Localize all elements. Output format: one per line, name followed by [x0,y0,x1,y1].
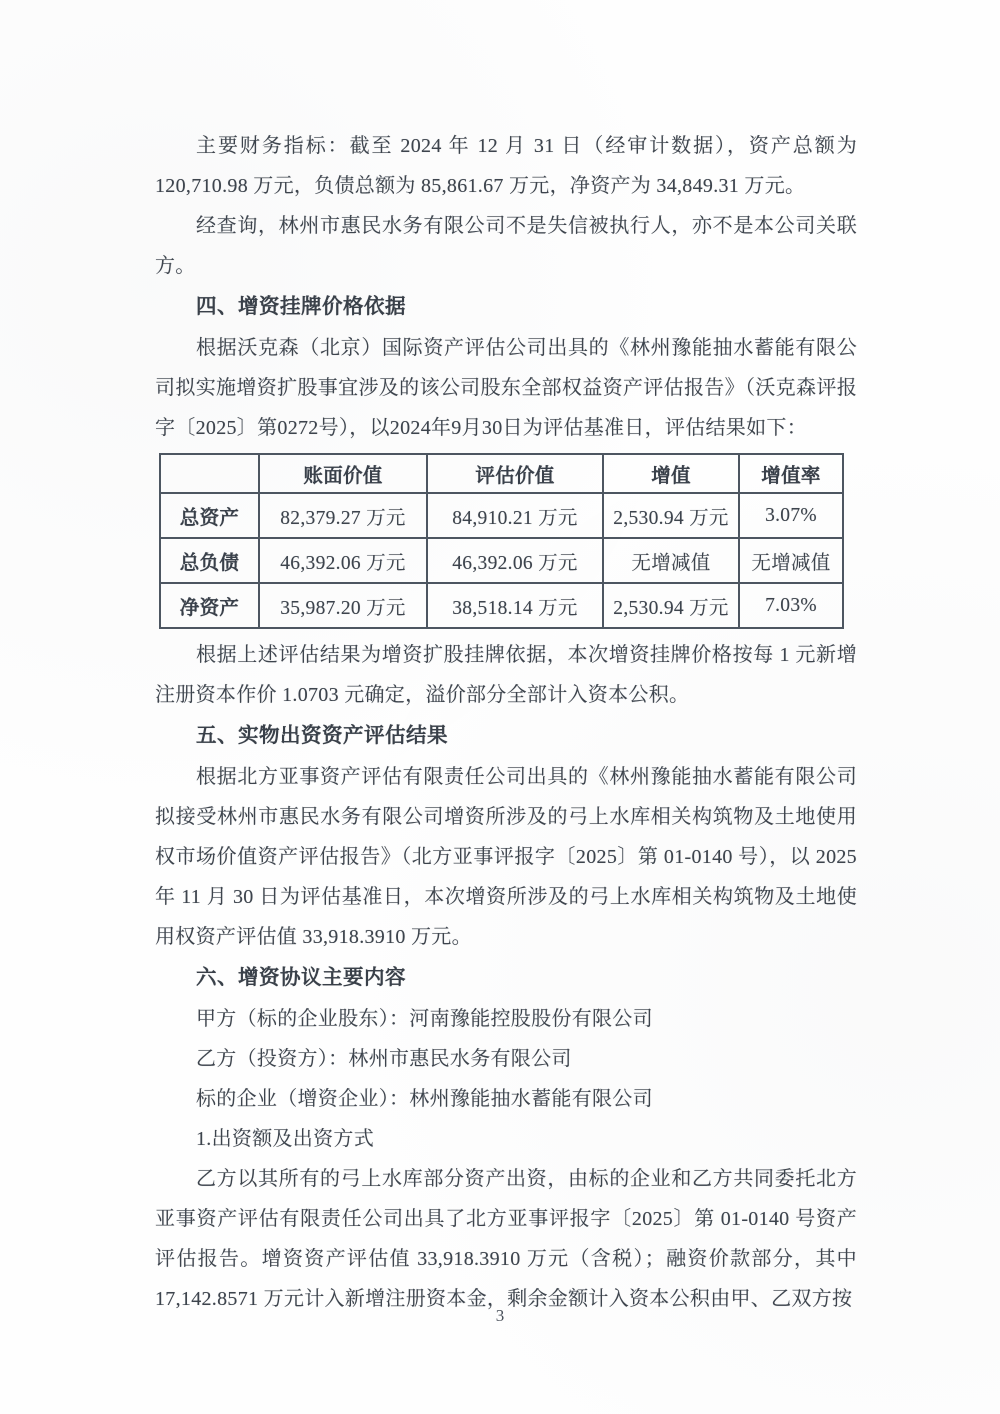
section-heading-4: 四、增资挂牌价格依据 [196,295,406,318]
line-subitem-1: 1.出资额及出资方式 [196,1128,374,1150]
row-label: 总负债 [160,538,259,583]
paragraph-section5-appraisal: 根据北方亚事资产评估有限责任公司出具的《林州豫能抽水蓄能有限公司拟接受林州市惠民水务有限公司增资所涉及的弓上水库相关构筑物及土地使用权市场价值资产评估报告》（北方亚事评报字〔2025〕第 01-0140 号），以 2025 年 11 月 30 日为评估基准日，本次增资所涉及的弓上水库相关构筑物及土地使用权资产评估值 33,918.3910 万元。 [155,766,857,948]
row-label: 总资产 [160,493,259,538]
table-cell: 38,518.14 万元 [427,583,603,628]
table-cell: 2,530.94 万元 [603,583,739,628]
table-header-row [160,454,843,493]
paragraph-financial-indicators: 主要财务指标：截至 2024 年 12 月 31 日（经审计数据），资产总额为 120,710.98 万元，负债总额为 85,861.67 万元，净资产为 34,849.31 万元。 [155,135,857,197]
table-cell: 3.07% [739,493,843,538]
paragraph-credit-check: 经查询，林州市惠民水务有限公司不是失信被执行人，亦不是本公司关联方。 [155,215,857,277]
table-cell: 82,379.27 万元 [259,493,427,538]
table-cell: 无增减值 [603,538,739,583]
table-cell: 46,392.06 万元 [427,538,603,583]
table-cell: 无增减值 [739,538,843,583]
table-cell: 2,530.94 万元 [603,493,739,538]
line-party-a: 甲方（标的企业股东）：河南豫能控股股份有限公司 [196,1008,653,1030]
document-content [155,126,857,1319]
line-target-company: 标的企业（增资企业）：林州豫能抽水蓄能有限公司 [196,1088,653,1110]
line-party-b: 乙方（投资方）：林州市惠民水务有限公司 [196,1048,572,1070]
column-header-appraised-value: 评估价值 [427,454,603,493]
table-cell: 84,910.21 万元 [427,493,603,538]
table-row-total-liabilities [160,538,843,583]
page-number: 3 [495,1306,505,1325]
paragraph-contribution-method: 乙方以其所有的弓上水库部分资产出资，由标的企业和乙方共同委托北方亚事资产评估有限责任公司出具了北方亚事评报字〔2025〕第 01-0140 号资产评估报告。增资资产评估值 33,918.3910 万元（含税）；融资价款部分，其中 17,142.8571 万元计入新增注册资本金，剩余金额计入资本公积由甲、乙双方按 [155,1168,857,1310]
column-header-book-value: 账面价值 [259,454,427,493]
table-cell: 35,987.20 万元 [259,583,427,628]
row-label: 净资产 [160,583,259,628]
column-header-increase-rate: 增值率 [739,454,843,493]
valuation-table [159,453,844,629]
paragraph-pricing-conclusion: 根据上述评估结果为增资扩股挂牌依据，本次增资挂牌价格按每 1 元新增注册资本作价 1.0703 元确定，溢价部分全部计入资本公积。 [155,644,857,706]
table-row-net-assets [160,583,843,628]
column-header-blank [160,454,259,493]
section-heading-5: 五、实物出资资产评估结果 [196,724,448,747]
table-row-total-assets [160,493,843,538]
table-cell: 46,392.06 万元 [259,538,427,583]
section-heading-6: 六、增资协议主要内容 [196,966,406,989]
column-header-increase: 增值 [603,454,739,493]
table-cell: 7.03% [739,583,843,628]
paragraph-section4-basis: 根据沃克森（北京）国际资产评估公司出具的《林州豫能抽水蓄能有限公司拟实施增资扩股事宜涉及的该公司股东全部权益资产评估报告》（沃克森评报字〔2025〕第0272号），以2024年9月30日为评估基准日，评估结果如下： [155,337,857,439]
